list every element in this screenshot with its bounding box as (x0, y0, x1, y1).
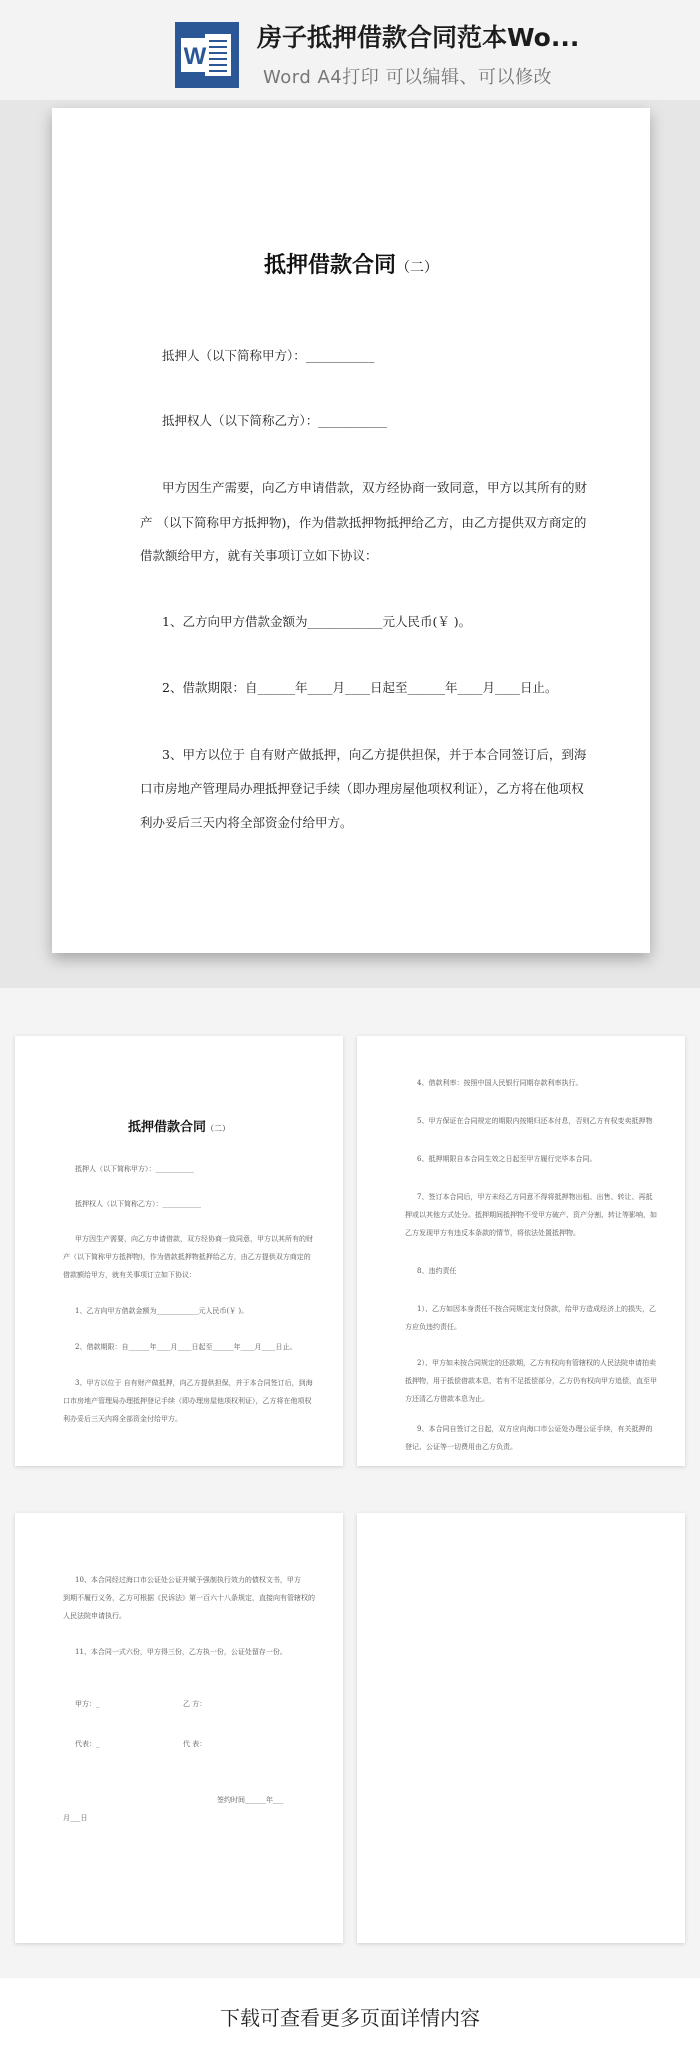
thumb-title-text: 抵押借款合同 (127, 1120, 206, 1135)
thumb-line: 产（以下简称甲方抵押物)，作为借款抵押物抵押给乙方，由乙方提供双方商定的 (63, 1253, 311, 1261)
thumb-title-suffix: （二） (206, 1124, 230, 1133)
sign-rep-b: 代 表： (183, 1740, 207, 1748)
thumb-line: 甲方因生产需要，向乙方申请借款，双方经协商一致同意，甲方以其所有的财 (75, 1235, 313, 1243)
thumb-line: 方还清乙方借款本息为止。 (405, 1395, 489, 1403)
preview-line: 抵押权人（以下简称乙方）：___________ (162, 413, 388, 428)
thumb-line: 到期不履行义务，乙方可根据《民诉法》第一百六十八条规定，直接向有管辖权的 (63, 1594, 315, 1602)
preview-line: 1、乙方向甲方借款金额为____________元人民币(￥ )。 (162, 614, 472, 629)
thumb-line: 1）、乙方如因本身责任不按合同规定支付贷款，给甲方造成经济上的损失，乙 (417, 1305, 656, 1313)
thumbnail-page-2[interactable] (357, 1036, 685, 1466)
thumb-line: 2）、甲方如未按合同规定的还款期，乙方有权向有管辖权的人民法院申请拍卖 (417, 1359, 656, 1367)
document-title: 房子抵押借款合同范本Wo... (257, 23, 580, 52)
sign-date-cont: 月___日 (63, 1814, 88, 1822)
preview-area (0, 100, 700, 988)
thumb-line: 5、甲方保证在合同规定的期限内按期归还本付息，否则乙方有权变卖抵押物 (417, 1117, 653, 1125)
thumb-line: 口市房地产管理局办理抵押登记手续（即办理房屋他项权利证），乙方将在他项权 (63, 1397, 312, 1405)
thumb-line: 抵押物，用于抵偿借款本息，若有不足抵偿部分，乙方仍有权向甲方追偿，直至甲 (405, 1377, 657, 1385)
word-letter: W (183, 43, 207, 70)
header (0, 0, 700, 100)
thumb-line: 方应负违约责任。 (405, 1323, 461, 1331)
thumb-line: 人民法院申请执行。 (63, 1612, 126, 1620)
thumb-title (15, 1116, 343, 1135)
thumbnail-page-1[interactable] (15, 1036, 343, 1466)
thumb-line: 8、违约责任 (417, 1267, 457, 1275)
preview-line: 口市房地产管理局办理抵押登记手续（即办理房屋他项权利证），乙方将在他项权 (140, 781, 584, 796)
contract-title-suffix: （二） (396, 260, 438, 276)
contract-title-text: 抵押借款合同 (263, 253, 396, 278)
thumb-line: 7、签订本合同后，甲方未经乙方同意不得将抵押物出租、出售、转让、再抵 (417, 1193, 653, 1201)
thumb-line: 借款额给甲方，就有关事项订立如下协议： (63, 1271, 196, 1279)
preview-line: 2、借款期限：自______年____月____日起至______年____月____日止。 (162, 680, 558, 695)
thumb-line: 抵押权人（以下简称乙方）：___________ (75, 1200, 201, 1208)
thumb-line: 4、借款利率：按照中国人民银行同期存款利率执行。 (417, 1079, 583, 1087)
sign-party-a: 甲方：_ (75, 1700, 100, 1708)
thumb-line: 登记、公证等一切费用由乙方负责。 (405, 1443, 517, 1451)
thumb-line: 押或以其他方式处分。抵押期间抵押物不受甲方破产、资产分割、转让等影响，如 (405, 1211, 657, 1219)
footer (0, 1978, 700, 2046)
thumb-line: 乙方发现甲方有违反本条款的情节，将依法处置抵押物。 (405, 1229, 580, 1237)
thumb-line: 10、本合同经过海口市公证处公证并赋予强制执行效力的债权文书，甲方 (75, 1576, 301, 1584)
preview-line: 抵押人（以下简称甲方）：___________ (162, 348, 375, 363)
thumb-line: 2、借款期限：自______年____月____日起至______年____月____日止。 (75, 1343, 297, 1351)
sign-rep-a: 代表：_ (75, 1740, 100, 1748)
preview-line: 甲方因生产需要，向乙方申请借款，双方经协商一致同意，甲方以其所有的财 (162, 480, 588, 495)
sign-date: 签约时间______年___ (217, 1796, 284, 1804)
preview-page (52, 108, 650, 953)
thumbnail-page-3[interactable] (15, 1513, 343, 1943)
preview-line: 利办妥后三天内将全部资金付给甲方。 (140, 815, 353, 830)
preview-line: 借款额给甲方，就有关事项订立如下协议： (140, 548, 378, 563)
download-more-text[interactable]: 下载可查看更多页面详情内容 (220, 2006, 480, 2030)
thumb-line: 11、本合同一式六份，甲方得三份，乙方执一份，公证处留存一份。 (75, 1648, 287, 1656)
thumbnail-page-4[interactable] (357, 1513, 685, 1943)
thumb-line: 利办妥后三天内将全部资金付给甲方。 (63, 1415, 182, 1423)
thumbnail-grid (0, 988, 700, 1978)
preview-line: 3、甲方以位于 自有财产做抵押，向乙方提供担保，并于本合同签订后，到海 (162, 747, 587, 762)
thumb-line: 3、甲方以位于 自有财产做抵押，向乙方提供担保，并于本合同签订后，到海 (75, 1379, 313, 1387)
thumb-line: 9、本合同自签订之日起，双方应向海口市公证处办理公证手续，有关抵押的 (417, 1425, 653, 1433)
thumb-line: 6、抵押期限自本合同生效之日起至甲方履行完毕本合同。 (417, 1155, 597, 1163)
contract-title (52, 248, 650, 279)
word-doc-icon (175, 22, 239, 88)
thumb-line: 1、乙方向甲方借款金额为____________元人民币(￥ )。 (75, 1307, 249, 1315)
document-subtitle: Word A4打印 可以编辑、可以修改 (263, 67, 552, 88)
sign-party-b: 乙 方： (183, 1700, 207, 1708)
thumb-line: 抵押人（以下简称甲方）：___________ (75, 1165, 194, 1173)
preview-line: 产 （以下简称甲方抵押物)，作为借款抵押物抵押给乙方，由乙方提供双方商定的 (140, 515, 587, 530)
